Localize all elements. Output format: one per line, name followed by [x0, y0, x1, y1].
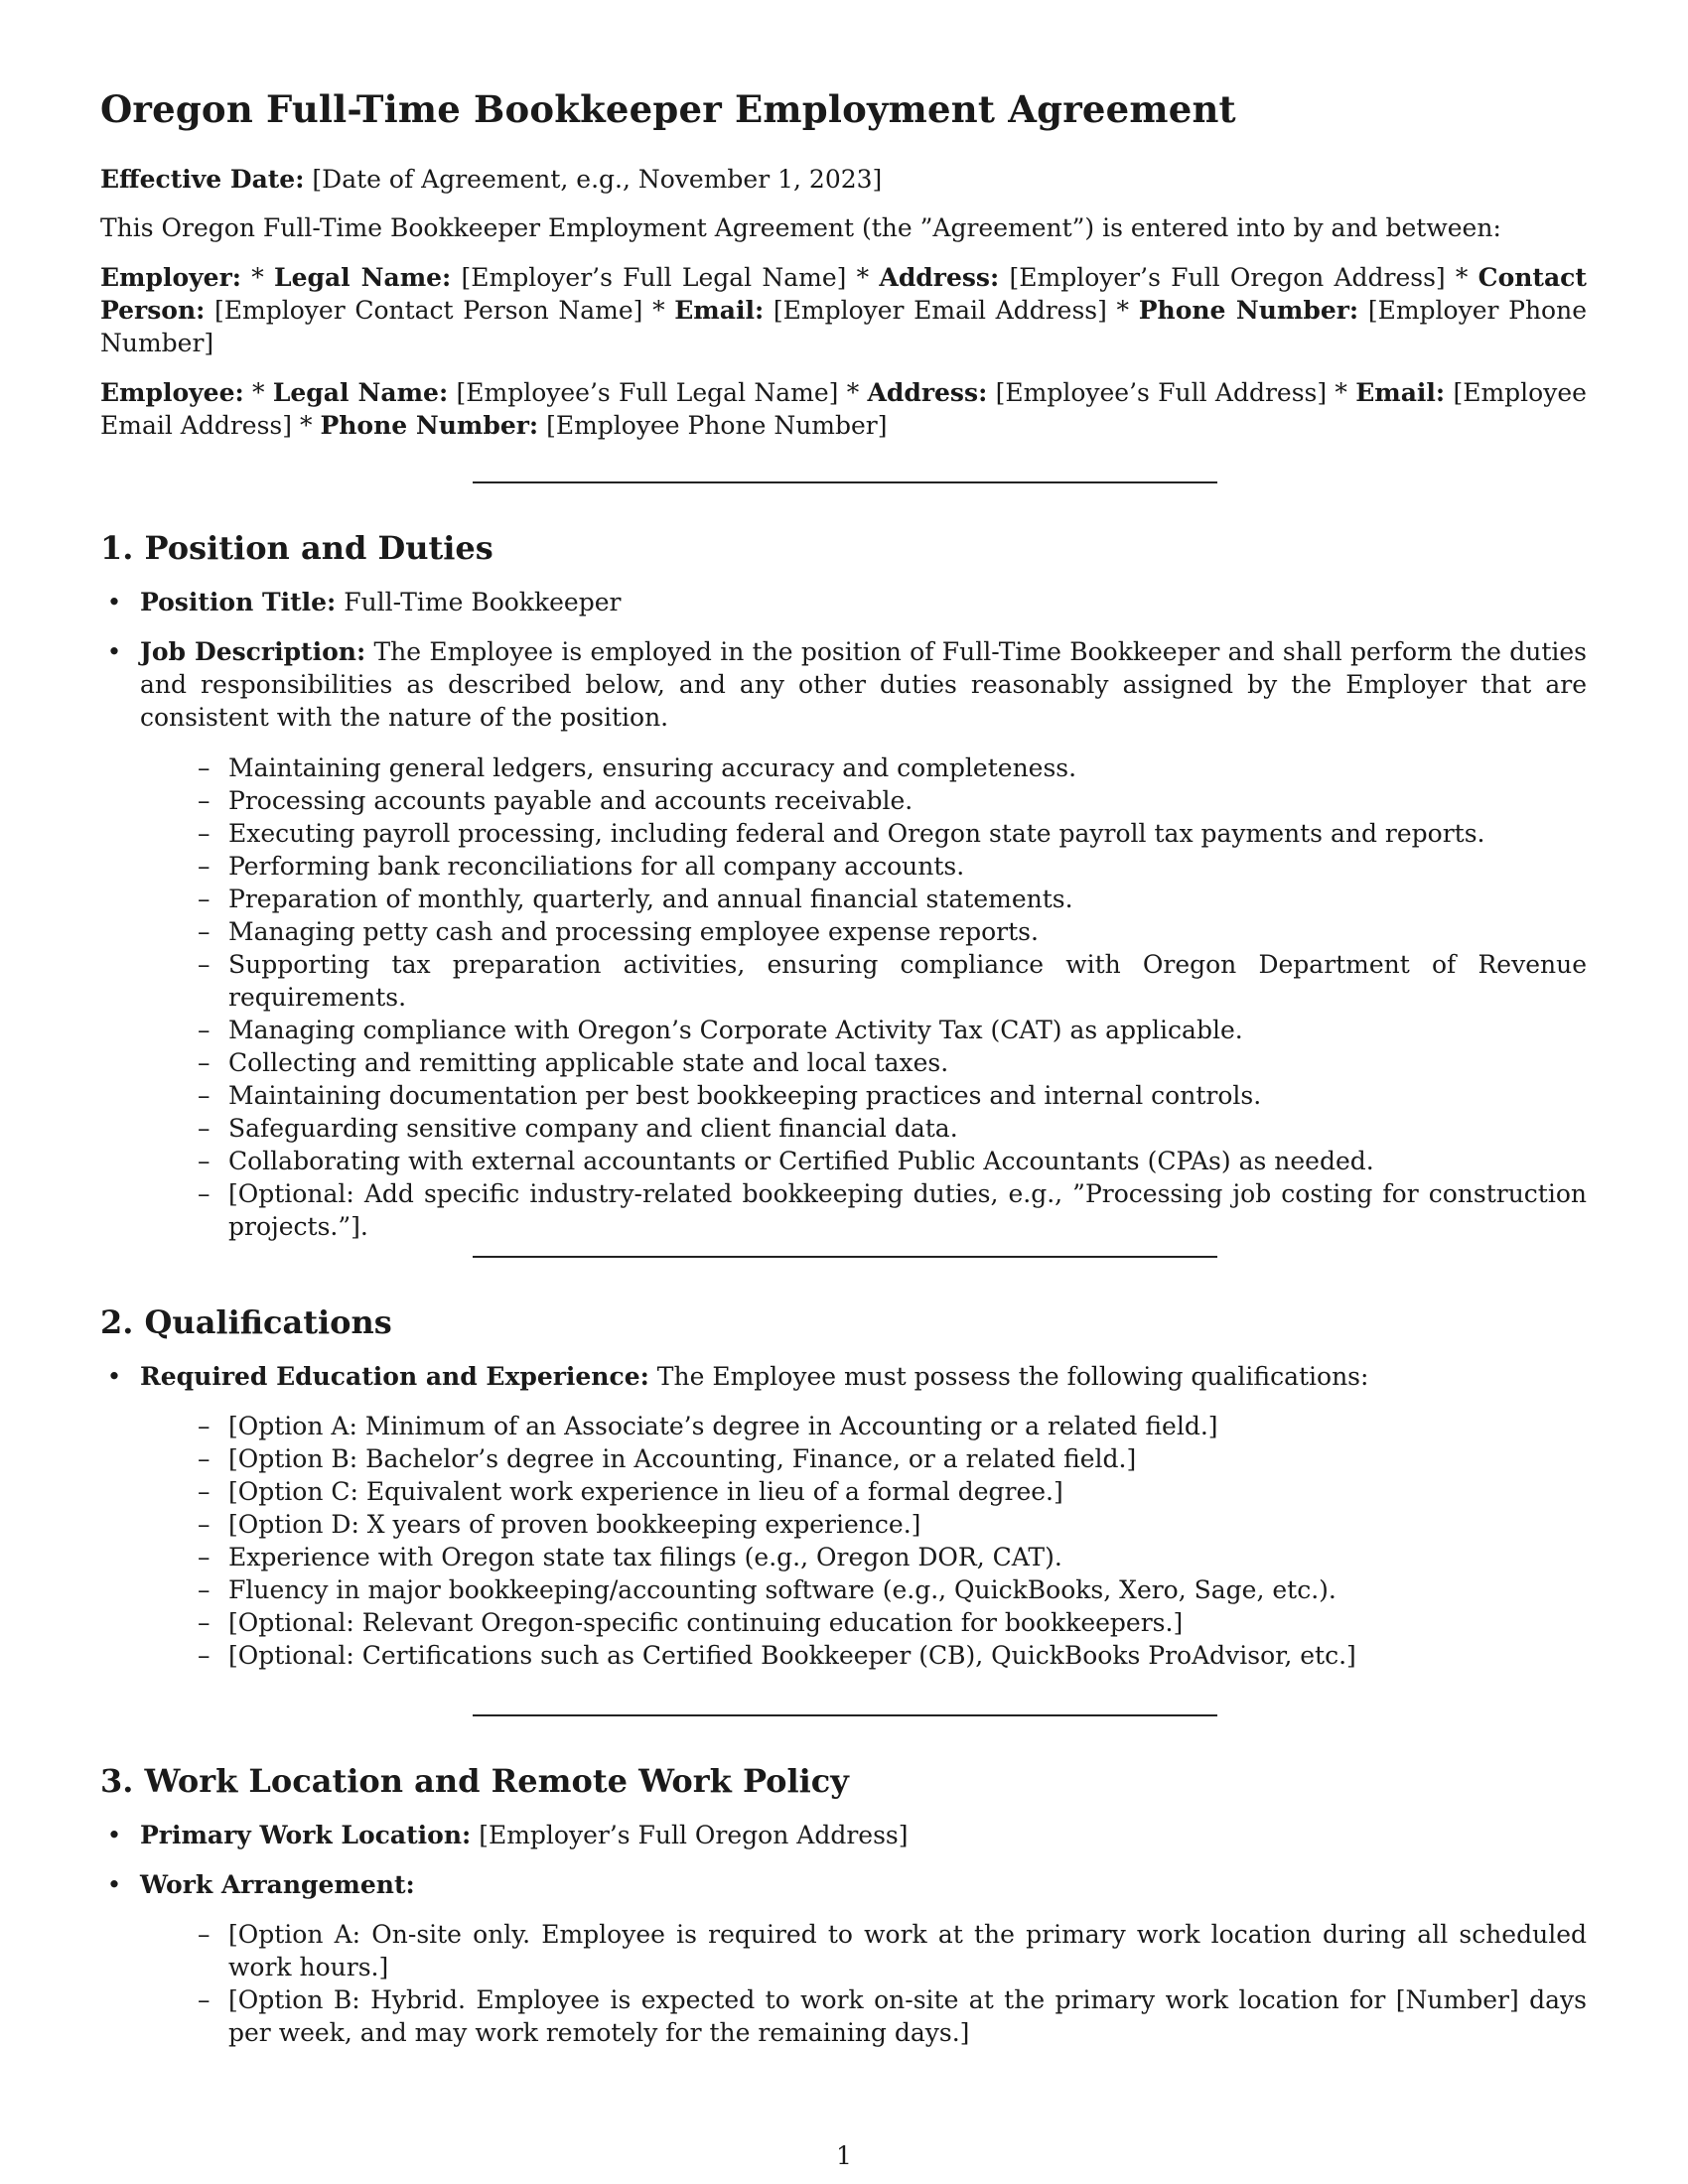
list-item: – [Optional: Add specific industry-related bookkeeping duties, e.g., ”Processing job costing for construction projects.”]. [198, 1179, 1587, 1241]
list-item-position-title: • Position Title: Full-Time Bookkeeper [106, 588, 622, 616]
section-heading-work-location: 3. Work Location and Remote Work Policy [100, 1762, 849, 1800]
employee-block: Employee: * Legal Name: [Employee’s Full Legal Name] * Address: [Employee’s Full Address] * Email: [Employee Email Address] * Phone Number: [Employee Phone Number] [100, 378, 1587, 440]
list-item: – Managing compliance with Oregon’s Corporate Activity Tax (CAT) as applicable. [198, 1016, 1243, 1044]
list-item-job-description: • Job Description: The Employee is employed in the position of Full-Time Bookkeeper and shall perform the duties and responsibilities as described below, and any other duties reasonably assigned by the Employer that are consistent with the nature of the position. [106, 637, 1588, 732]
qualifications-list [198, 1410, 1587, 1672]
list-item: – [Option B: Hybrid. Employee is expected to work on-site at the primary work location for [Number] days per week, and may work remotely for the remaining days.] [198, 1985, 1587, 2047]
section-heading-position: 1. Position and Duties [100, 529, 493, 567]
list-item: – [Optional: Relevant Oregon-specific continuing education for bookkeepers.] [198, 1608, 1184, 1637]
list-item: – Fluency in major bookkeeping/accounting software (e.g., QuickBooks, Xero, Sage, etc.). [198, 1575, 1336, 1604]
list-item: – Experience with Oregon state tax filings (e.g., Oregon DOR, CAT). [198, 1543, 1062, 1571]
list-item: – [Option A: On-site only. Employee is required to work at the primary work location during all scheduled work hours.] [198, 1920, 1587, 1981]
section-divider [473, 481, 1217, 483]
list-item: – [Option C: Equivalent work experience in lieu of a formal degree.] [198, 1477, 1063, 1506]
section-divider [473, 1256, 1217, 1258]
section-heading-qualifications: 2. Qualifications [100, 1303, 392, 1341]
list-item: – Managing petty cash and processing employee expense reports. [198, 917, 1039, 946]
list-item-required-education: • Required Education and Experience: The Employee must possess the following qualifications: [106, 1362, 1369, 1391]
list-item: – Performing bank reconciliations for all company accounts. [198, 852, 965, 881]
section-divider [473, 1714, 1217, 1716]
list-item-work-arrangement: • Work Arrangement: [106, 1870, 415, 1899]
document-title: Oregon Full-Time Bookkeeper Employment Agreement [100, 87, 1236, 131]
intro-paragraph: This Oregon Full-Time Bookkeeper Employment Agreement (the ”Agreement”) is entered into by and between: [100, 213, 1501, 242]
list-item: – [Option B: Bachelor’s degree in Accounting, Finance, or a related field.] [198, 1444, 1137, 1473]
list-item: – Maintaining general ledgers, ensuring accuracy and completeness. [198, 753, 1077, 782]
effective-date: Effective Date: [Date of Agreement, e.g., November 1, 2023] [100, 165, 883, 194]
employer-block: Employer: * Legal Name: [Employer’s Full Legal Name] * Address: [Employer’s Full Oregon Address] * Contact Person: [Employer Contact Person Name] * Email: [Employer Email Address] * Phone Number: [Employer Phone Number] [100, 263, 1587, 357]
list-item: – [Optional: Certifications such as Certified Bookkeeper (CB), QuickBooks ProAdvisor, etc.] [198, 1641, 1356, 1670]
list-item: – Safeguarding sensitive company and client financial data. [198, 1114, 958, 1143]
list-item: – Collaborating with external accountants or Certified Public Accountants (CPAs) as needed. [198, 1147, 1374, 1175]
list-item: – [Option A: Minimum of an Associate’s degree in Accounting or a related field.] [198, 1412, 1218, 1440]
list-item: – Processing accounts payable and accounts receivable. [198, 786, 914, 815]
list-item-primary-location: • Primary Work Location: [Employer’s Full Oregon Address] [106, 1821, 909, 1849]
work-arrangement-options [198, 1918, 1587, 2049]
page-number: 1 [836, 2141, 852, 2170]
list-item: – [Option D: X years of proven bookkeeping experience.] [198, 1510, 921, 1539]
list-item: – Executing payroll processing, including federal and Oregon state payroll tax payments and reports. [198, 819, 1485, 848]
list-item: – Preparation of monthly, quarterly, and annual financial statements. [198, 885, 1073, 913]
list-item: – Supporting tax preparation activities, ensuring compliance with Oregon Department of Revenue requirements. [198, 950, 1587, 1012]
duties-list [198, 751, 1587, 1243]
list-item: – Maintaining documentation per best bookkeeping practices and internal controls. [198, 1081, 1262, 1110]
list-item: – Collecting and remitting applicable state and local taxes. [198, 1048, 949, 1077]
